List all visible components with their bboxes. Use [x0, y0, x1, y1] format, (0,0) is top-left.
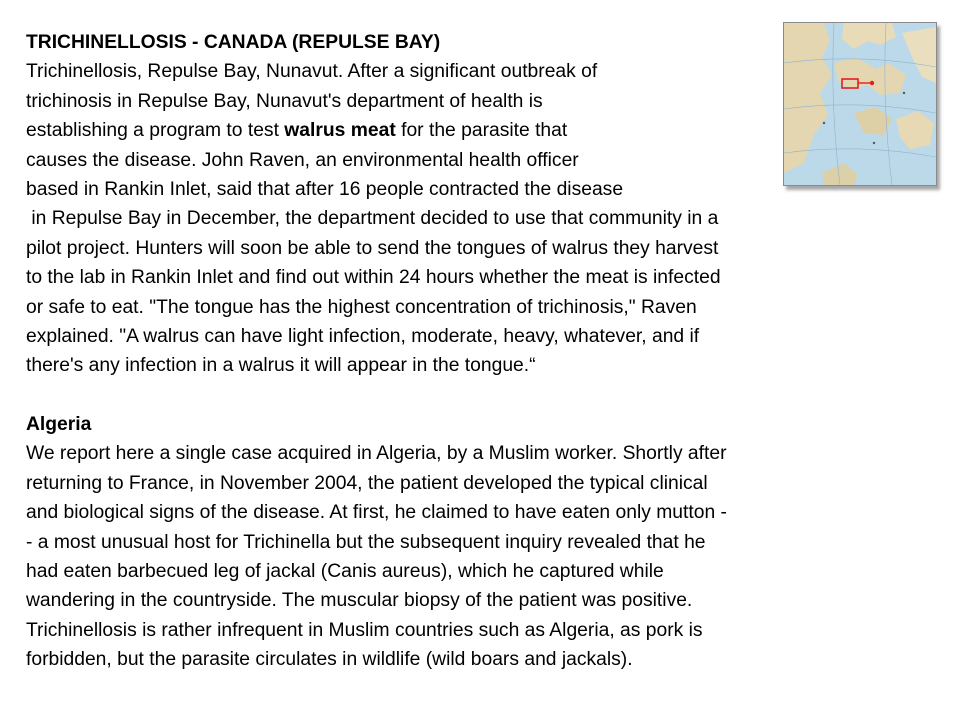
canada-line-5: based in Rankin Inlet, said that after 16 people contracted the disease	[26, 178, 624, 200]
algeria-line-5: had eaten barbecued leg of jackal (Canis aureus), which he captured while	[26, 561, 664, 583]
repulse-bay-map-image	[783, 22, 937, 186]
canada-line-11: there's any infection in a walrus it will appear in the tongue.“	[26, 355, 536, 377]
section-spacer	[26, 381, 926, 410]
algeria-heading: Algeria	[26, 414, 92, 436]
algeria-line-8: forbidden, but the parasite circulates in wildlife (wild boars and jackals).	[26, 649, 633, 671]
canada-title: TRICHINELLOSIS - CANADA (REPULSE BAY)	[26, 32, 441, 53]
canada-line-3-post: for the parasite that	[395, 120, 568, 142]
algeria-line-2: returning to France, in November 2004, the patient developed the typical clinical	[26, 472, 708, 494]
map-graphic	[784, 23, 936, 185]
algeria-line-6: wandering in the countryside. The muscular biopsy of the patient was positive.	[26, 590, 693, 612]
algeria-line-1: We report here a single case acquired in Algeria, by a Muslim worker. Shortly after	[26, 443, 727, 465]
map-place-dot	[903, 92, 905, 94]
canada-line-2: trichinosis in Repulse Bay, Nunavut's department of health is	[26, 90, 543, 112]
map-place-dot	[823, 122, 825, 124]
algeria-line-3: and biological signs of the disease. At first, he claimed to have eaten only mutton -	[26, 502, 727, 524]
walrus-meat-emphasis: walrus meat	[284, 120, 396, 142]
algeria-line-4: - a most unusual host for Trichinella but the subsequent inquiry revealed that he	[26, 531, 706, 553]
canada-line-6: in Repulse Bay in December, the department decided to use that community in a	[26, 208, 719, 230]
canada-line-3-pre: establishing a program to test	[26, 120, 285, 142]
canada-line-10: explained. "A walrus can have light infection, moderate, heavy, whatever, and if	[26, 325, 700, 347]
canada-line-8: to the lab in Rankin Inlet and find out within 24 hours whether the meat is infected	[26, 267, 721, 289]
canada-line-4: causes the disease. John Raven, an environmental health officer	[26, 149, 579, 171]
canada-line-1: Trichinellosis, Repulse Bay, Nunavut. After a significant outbreak of	[26, 61, 598, 83]
canada-line-7: pilot project. Hunters will soon be able to send the tongues of walrus they harvest	[26, 237, 719, 259]
map-location-marker	[870, 81, 874, 85]
map-place-dot	[873, 142, 875, 144]
canada-line-9: or safe to eat. "The tongue has the highest concentration of trichinosis," Raven	[26, 296, 697, 318]
algeria-line-7: Trichinellosis is rather infrequent in Muslim countries such as Algeria, as pork is	[26, 619, 703, 641]
